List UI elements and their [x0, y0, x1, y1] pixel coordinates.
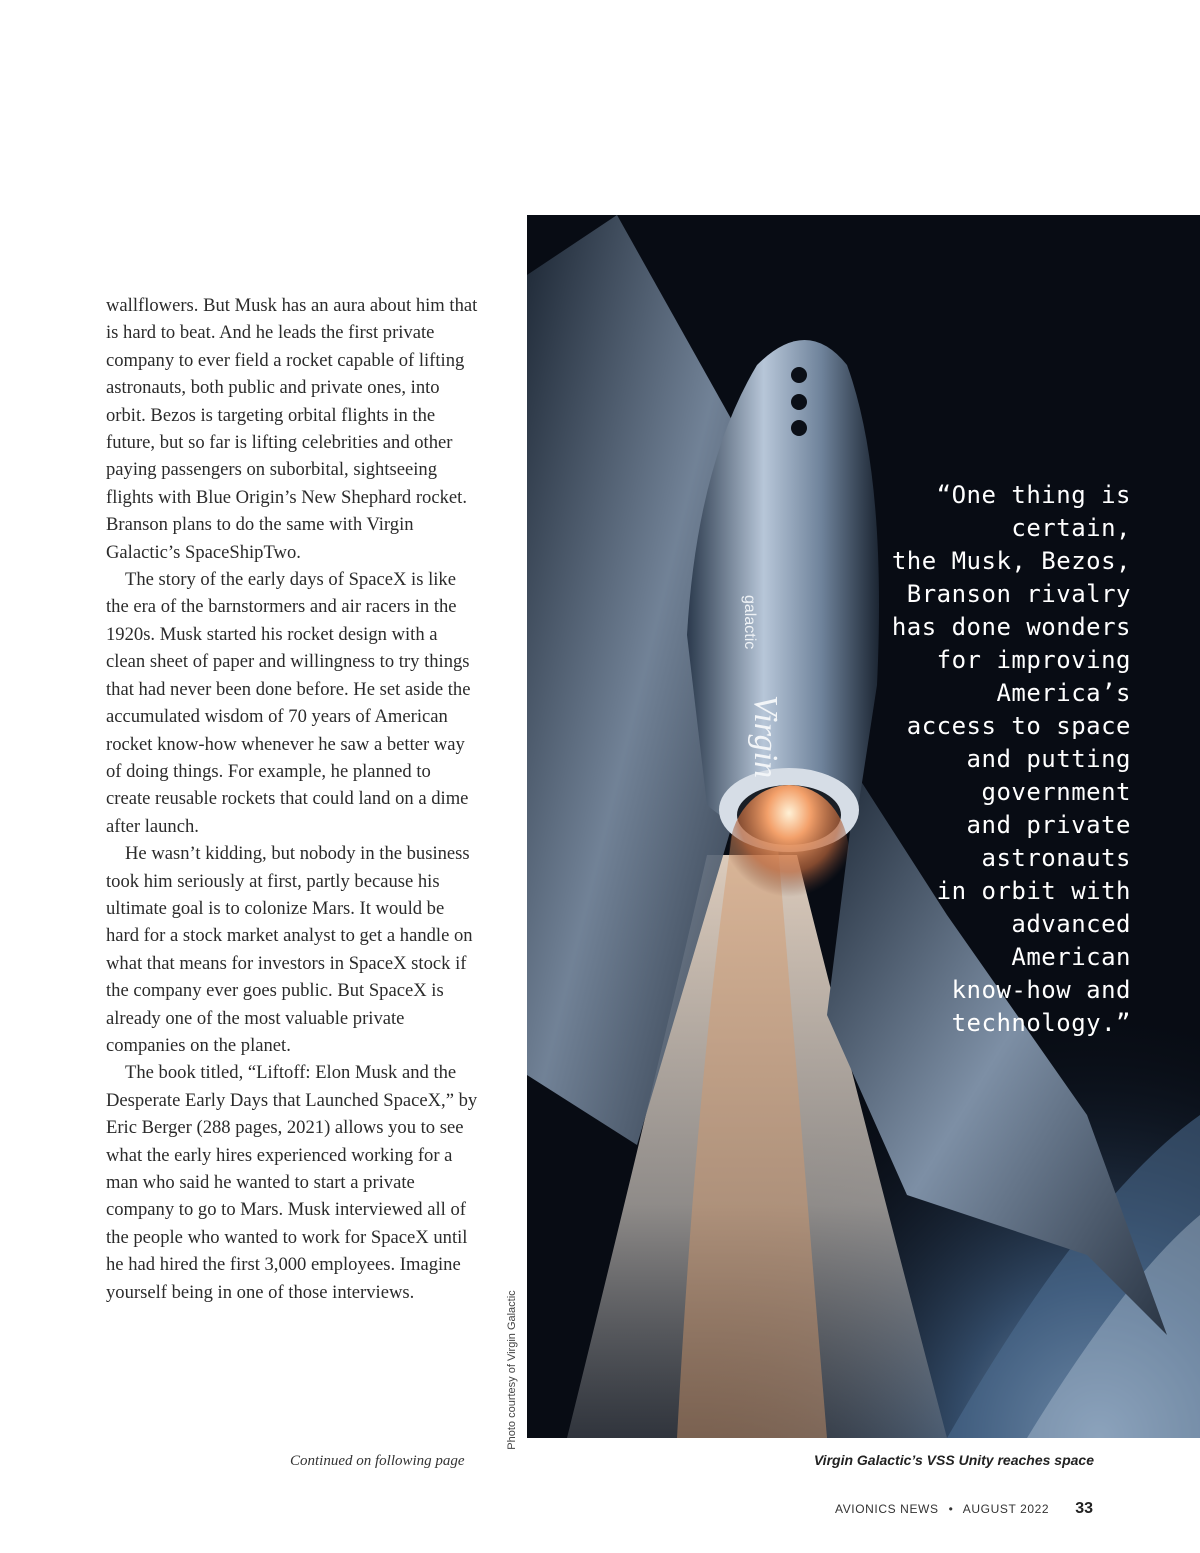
pull-quote-line: for improving	[936, 646, 1131, 674]
pull-quote-line: American	[1011, 943, 1131, 971]
pull-quote-line: astronauts	[981, 844, 1131, 872]
publication-name: AVIONICS NEWS	[834, 1502, 939, 1516]
article-paragraph: wallflowers. But Musk has an aura about him that is hard to beat. And he leads the first private company to ever field a rocket capable of lifting astronauts, both public and private ones, into orbit. Bezos is targeting orbital flights in the future, but so far is lifting celebrities and other paying passengers on suborbital, sightseeing flights with Blue Origin’s New Shephard rocket. Branson plans to do the same with Virgin Galactic’s SpaceShipTwo.	[106, 295, 478, 563]
tail-logo-subtext: galactic	[741, 595, 758, 650]
pull-quote-line: advanced	[1011, 910, 1131, 938]
pull-quote-line: America’s	[996, 679, 1131, 707]
spaceship-photo	[527, 215, 1200, 1438]
pull-quote-line: the Musk, Bezos,	[891, 547, 1131, 575]
footer-separator: •	[948, 1502, 953, 1516]
article-paragraph: The story of the early days of SpaceX is like the era of the barnstormers and air racers in the 1920s. Musk started his rocket design with a clean sheet of paper and willingness to try things that had never been done before. He set aside the accumulated wisdom of 70 years of American rocket know-how whenever he saw a better way of doing things. For example, he planned to create reusable rockets that could land on a dime after launch.	[106, 569, 471, 837]
pull-quote-line: government	[981, 778, 1131, 806]
pull-quote-line: “One thing is certain,	[936, 481, 1131, 542]
photo-caption: Virgin Galactic’s VSS Unity reaches space	[813, 1452, 1094, 1468]
article-paragraph: The book titled, “Liftoff: Elon Musk and the Desperate Early Days that Launched SpaceX,” by Eric Berger (288 pages, 2021) allows you to see what the early hires experienced working for a man who said he wanted to start a private company to go to Mars. Musk interviewed all of the people who wanted to work for SpaceX until he had hired the first 3,000 employees. Imagine yourself being in one of those interviews.	[106, 1062, 478, 1303]
photo-credit: Photo courtesy of Virgin Galactic	[506, 1290, 518, 1450]
pull-quote-line: technology.”	[951, 1009, 1131, 1037]
page-number: 33	[1075, 1500, 1093, 1517]
pull-quote	[831, 479, 1131, 1040]
pull-quote-line: access to space	[906, 712, 1131, 740]
pull-quote-line: has done wonders	[891, 613, 1131, 641]
issue-date: AUGUST 2022	[962, 1502, 1050, 1516]
article-body	[106, 292, 478, 1306]
pull-quote-line: Branson rivalry	[906, 580, 1131, 608]
pull-quote-line: in orbit with	[936, 877, 1131, 905]
pull-quote-line: and private	[966, 811, 1131, 839]
pull-quote-line: and putting	[966, 745, 1131, 773]
article-paragraph: He wasn’t kidding, but nobody in the business took him seriously at first, partly because his ultimate goal is to colonize Mars. It would be hard for a stock market analyst to get a handle on what that means for investors in SpaceX stock if the company ever goes public. But SpaceX is already one of the most valuable private companies on the planet.	[106, 843, 473, 1056]
continued-note: Continued on following page	[290, 1453, 465, 1469]
tail-logo-text: Virgin	[747, 695, 784, 779]
pull-quote-line: know-how and	[951, 976, 1131, 1004]
page-footer	[835, 1500, 1093, 1520]
